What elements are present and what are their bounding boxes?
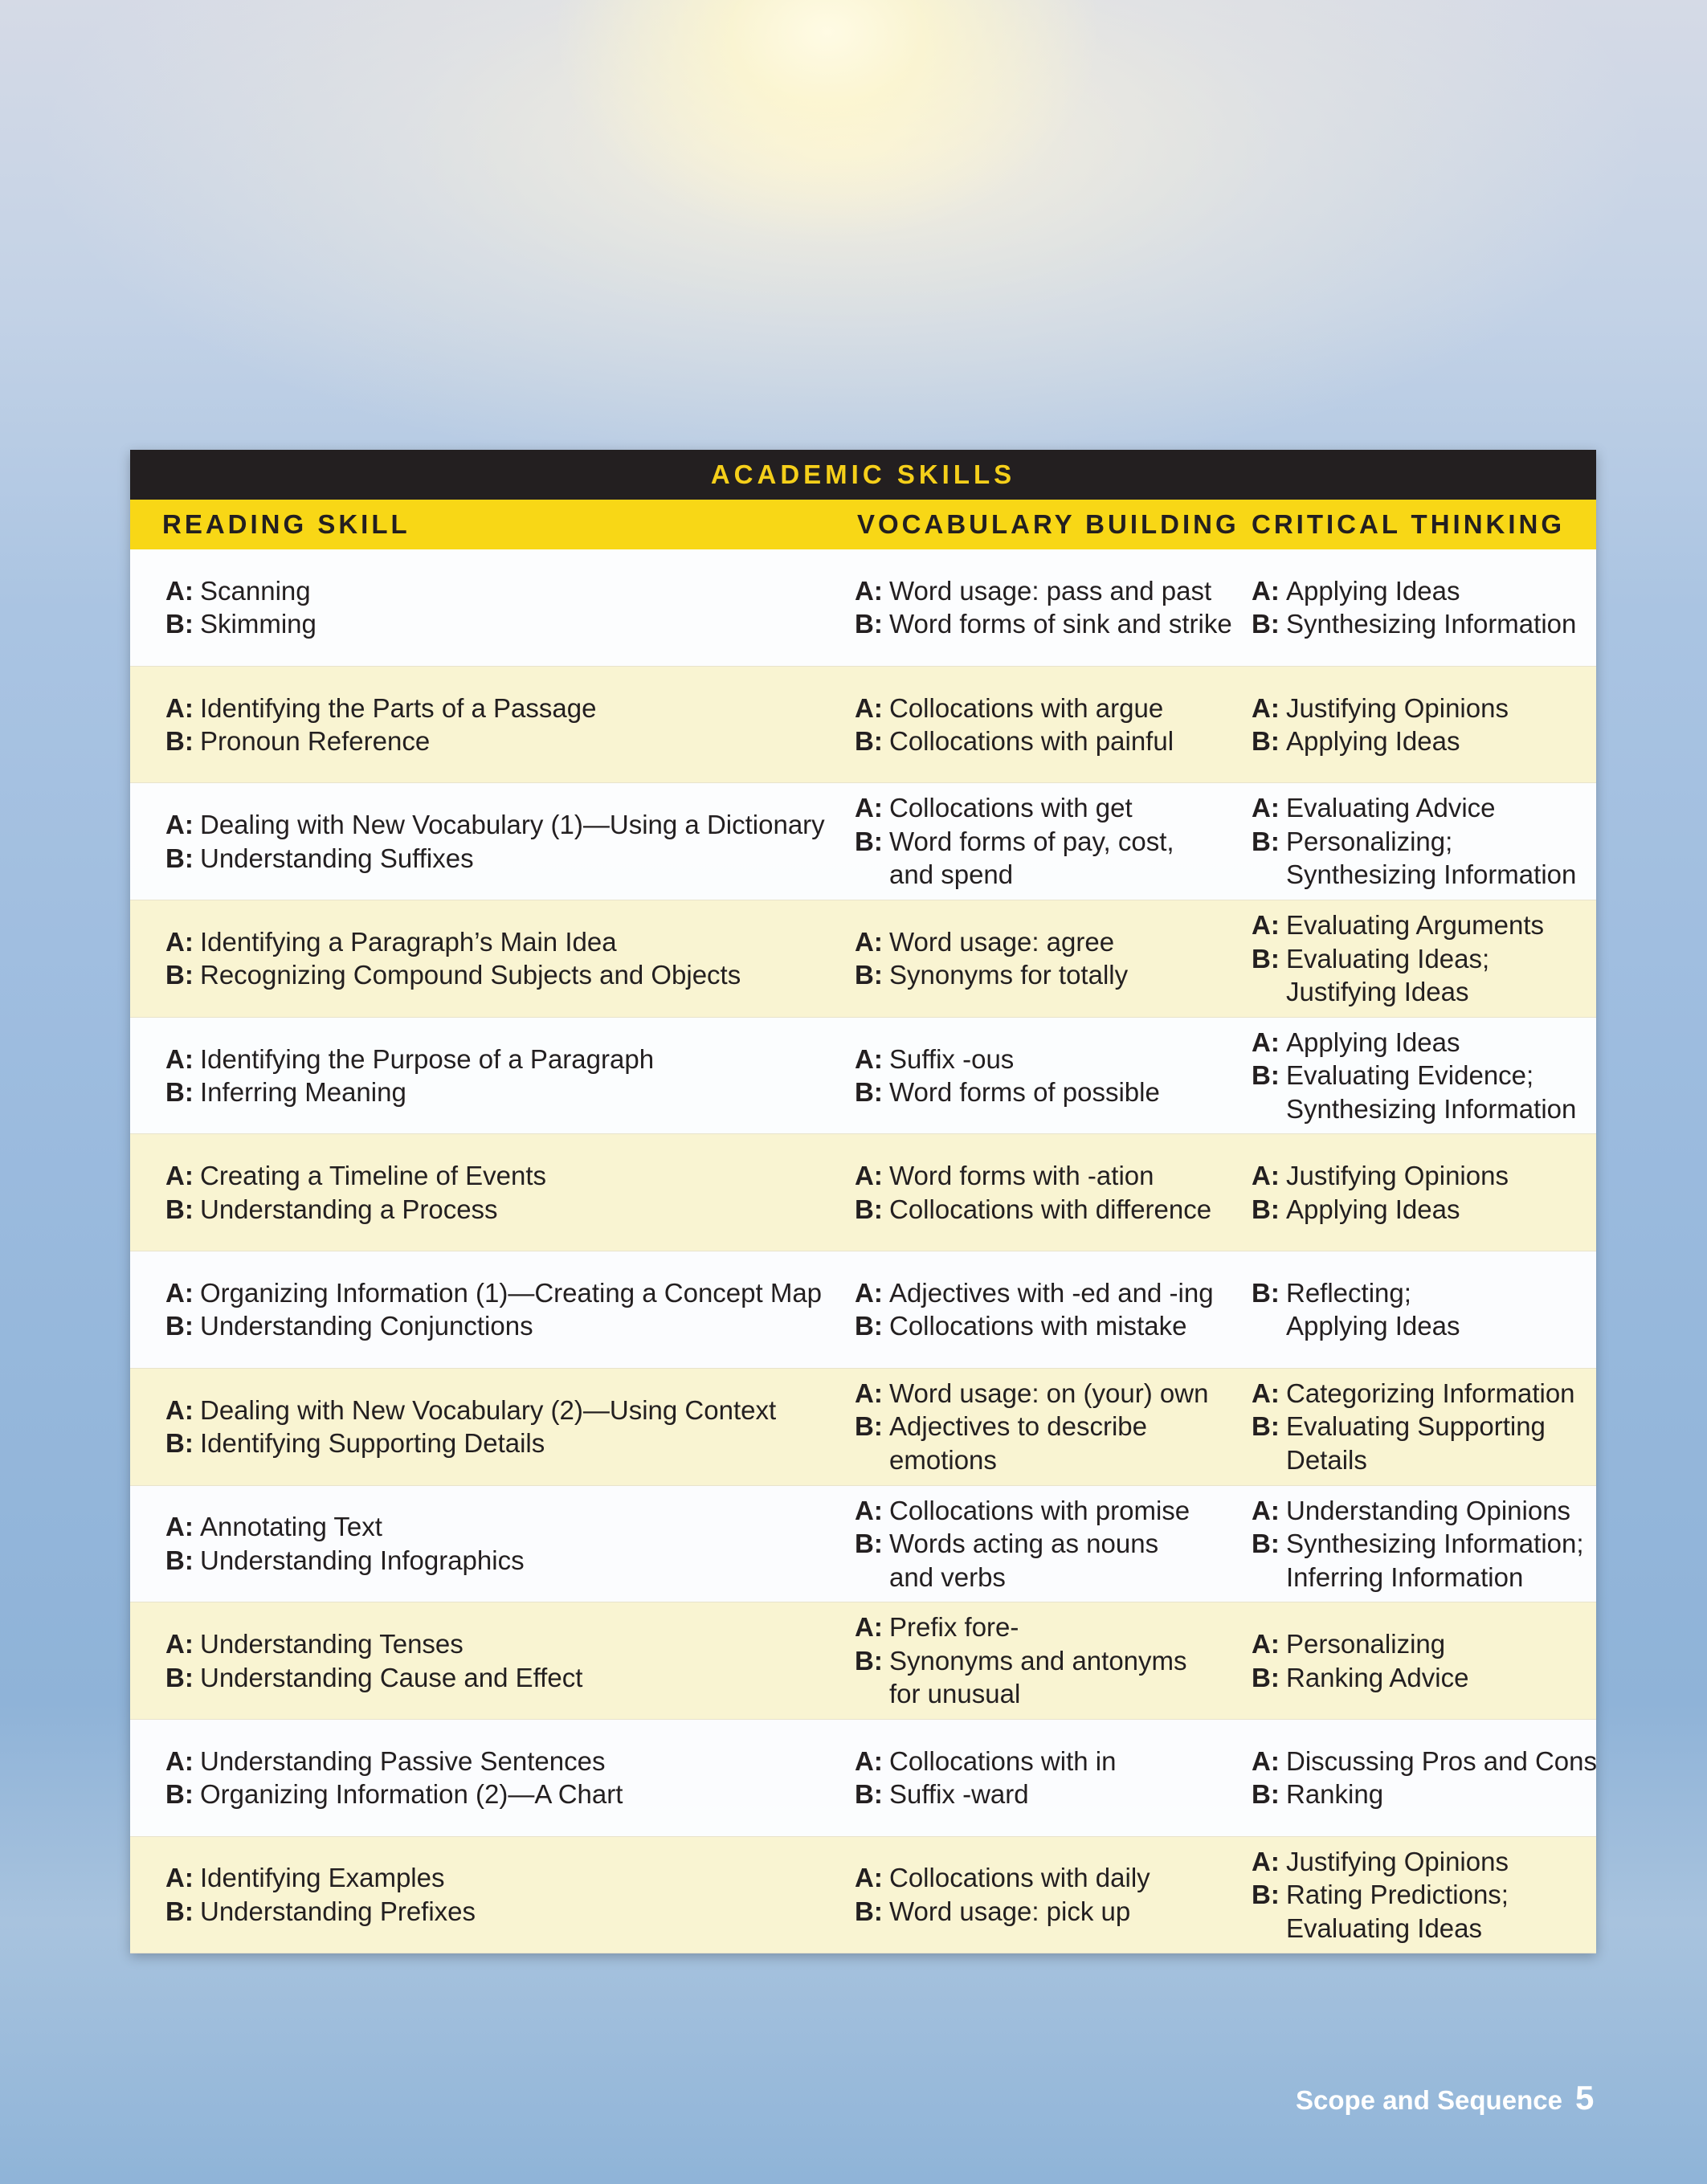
part-label: B: xyxy=(855,1077,883,1108)
skill-text: Rating Predictions; xyxy=(1286,1880,1509,1910)
part-label: B: xyxy=(1252,1411,1280,1442)
skill-text: Evaluating Advice xyxy=(1286,793,1496,823)
page-number: 5 xyxy=(1574,2079,1595,2117)
table-row xyxy=(130,1602,1596,1720)
skill-text: Understanding Prefixes xyxy=(200,1896,476,1926)
part-label: A: xyxy=(855,793,883,823)
part-label: A: xyxy=(1252,1846,1280,1876)
skill-line xyxy=(1252,858,1589,892)
skill-line xyxy=(1252,607,1589,641)
skill-text: Identifying Examples xyxy=(200,1863,445,1893)
part-label: B: xyxy=(855,1194,883,1224)
skill-text: Understanding Conjunctions xyxy=(200,1311,533,1341)
critical-thinking-cell xyxy=(1252,667,1589,783)
part-label: B: xyxy=(1252,1529,1280,1559)
skill-text: Collocations with in xyxy=(889,1745,1117,1776)
part-label: A: xyxy=(855,926,883,957)
skill-text: Organizing Information (1)—Creating a Concept Map xyxy=(200,1277,823,1308)
skill-text: Personalizing; xyxy=(1286,826,1453,856)
table-row xyxy=(130,1018,1596,1135)
part-label: B: xyxy=(1252,1662,1280,1692)
skill-text: Understanding Opinions xyxy=(1286,1495,1571,1525)
skill-text-continued: emotions xyxy=(889,1444,997,1475)
skill-line xyxy=(165,1159,840,1193)
reading-skill-cell xyxy=(165,1486,840,1602)
skill-text: Annotating Text xyxy=(200,1512,382,1542)
skill-line xyxy=(165,1309,840,1343)
skill-text: Synthesizing Information; xyxy=(1286,1529,1584,1559)
skill-text: Collocations with mistake xyxy=(889,1311,1187,1341)
column-header-critical-thinking: CRITICAL THINKING xyxy=(1252,509,1566,539)
skill-line xyxy=(1252,1878,1589,1912)
footer-label: Scope and Sequence xyxy=(1296,2085,1562,2115)
skill-line xyxy=(855,1561,1240,1594)
table-row xyxy=(130,1251,1596,1369)
vocabulary-cell xyxy=(855,1486,1240,1602)
skill-line xyxy=(1252,1276,1589,1310)
skill-text: Justifying Opinions xyxy=(1286,1846,1509,1876)
skill-text: Synonyms for totally xyxy=(889,960,1129,990)
part-label: A: xyxy=(1252,1027,1280,1057)
critical-thinking-cell xyxy=(1252,1602,1589,1719)
skill-line xyxy=(1252,825,1589,859)
skill-text: Word usage: pass and past xyxy=(889,575,1212,606)
part-label: B: xyxy=(165,609,194,639)
skill-line xyxy=(855,1309,1240,1343)
skill-text: Creating a Timeline of Events xyxy=(200,1161,547,1191)
critical-thinking-cell xyxy=(1252,1251,1589,1368)
part-label: B: xyxy=(165,1428,194,1459)
skill-line xyxy=(1252,1377,1589,1410)
part-label: A: xyxy=(1252,575,1280,606)
critical-thinking-cell xyxy=(1252,1486,1589,1602)
skill-line xyxy=(165,1076,840,1109)
part-label: A: xyxy=(165,1512,194,1542)
table-row xyxy=(130,1369,1596,1486)
skill-text-continued: Inferring Information xyxy=(1286,1561,1524,1592)
skill-line xyxy=(1252,1494,1589,1528)
vocabulary-cell xyxy=(855,1369,1240,1485)
skill-text-continued: for unusual xyxy=(889,1679,1021,1709)
part-label: B: xyxy=(165,726,194,757)
part-label: B: xyxy=(855,960,883,990)
vocabulary-cell xyxy=(855,1720,1240,1836)
skill-line xyxy=(165,1193,840,1227)
skill-text: Evaluating Ideas; xyxy=(1286,943,1490,974)
skill-text-continued: and verbs xyxy=(889,1561,1006,1592)
skill-line xyxy=(855,1276,1240,1310)
skill-text: Adjectives to describe xyxy=(889,1411,1147,1442)
vocabulary-cell xyxy=(855,900,1240,1017)
skill-line xyxy=(855,725,1240,758)
part-label: B: xyxy=(165,1077,194,1108)
skill-line xyxy=(165,958,840,992)
skill-text: Understanding Passive Sentences xyxy=(200,1745,606,1776)
skill-text: Collocations with get xyxy=(889,793,1133,823)
skill-text: Ranking xyxy=(1286,1779,1384,1810)
skill-line xyxy=(855,692,1240,725)
skill-line xyxy=(855,1043,1240,1076)
table-row xyxy=(130,1837,1596,1954)
skill-text-continued: and spend xyxy=(889,859,1014,890)
vocabulary-cell xyxy=(855,1134,1240,1251)
skill-line xyxy=(165,1627,840,1661)
part-label: B: xyxy=(855,1645,883,1676)
skill-text: Scanning xyxy=(200,575,311,606)
skill-text: Justifying Opinions xyxy=(1286,1161,1509,1191)
skill-line xyxy=(1252,1443,1589,1477)
part-label: B: xyxy=(165,960,194,990)
critical-thinking-cell xyxy=(1252,900,1589,1017)
skill-line xyxy=(855,925,1240,959)
skill-line xyxy=(855,1443,1240,1477)
skill-line xyxy=(165,1544,840,1578)
critical-thinking-cell xyxy=(1252,1720,1598,1836)
critical-thinking-cell xyxy=(1252,1837,1589,1953)
part-label: B: xyxy=(855,826,883,856)
skill-text: Collocations with daily xyxy=(889,1863,1150,1893)
skill-text: Understanding Cause and Effect xyxy=(200,1662,583,1692)
part-label: B: xyxy=(855,609,883,639)
part-label: B: xyxy=(1252,826,1280,856)
skill-line xyxy=(855,1159,1240,1193)
skill-line xyxy=(855,791,1240,825)
table-row xyxy=(130,1134,1596,1251)
part-label: A: xyxy=(165,1745,194,1776)
part-label: A: xyxy=(855,1043,883,1074)
skill-text: Suffix -ward xyxy=(889,1779,1029,1810)
skill-text: Identifying the Parts of a Passage xyxy=(200,692,597,723)
skill-text: Discussing Pros and Cons xyxy=(1286,1745,1598,1776)
part-label: A: xyxy=(855,692,883,723)
skill-line xyxy=(1252,1561,1589,1594)
skill-text: Evaluating Evidence; xyxy=(1286,1060,1534,1091)
part-label: A: xyxy=(855,575,883,606)
skill-line xyxy=(165,1427,840,1460)
skill-line xyxy=(1252,574,1589,608)
part-label: B: xyxy=(1252,1277,1280,1308)
skill-line xyxy=(855,1677,1240,1711)
skill-text: Word forms with -ation xyxy=(889,1161,1154,1191)
skill-text: Prefix fore- xyxy=(889,1612,1019,1643)
skill-line xyxy=(1252,1059,1589,1092)
skill-line xyxy=(165,842,840,876)
part-label: A: xyxy=(165,1394,194,1425)
skill-text: Understanding a Process xyxy=(200,1194,498,1224)
skill-line xyxy=(855,1895,1240,1929)
part-label: B: xyxy=(1252,1194,1280,1224)
skill-text: Dealing with New Vocabulary (2)—Using Context xyxy=(200,1394,777,1425)
skill-line xyxy=(1252,1092,1589,1126)
skill-line xyxy=(1252,1026,1589,1059)
skill-line xyxy=(165,692,840,725)
table-title: ACADEMIC SKILLS xyxy=(710,459,1016,489)
skill-text: Suffix -ous xyxy=(889,1043,1015,1074)
skill-line xyxy=(855,1745,1240,1778)
skill-text: Skimming xyxy=(200,609,316,639)
skill-text: Word usage: on (your) own xyxy=(889,1378,1209,1408)
skill-text: Synthesizing Information xyxy=(1286,609,1577,639)
skill-text: Adjectives with -ed and -ing xyxy=(889,1277,1214,1308)
skill-line xyxy=(1252,1193,1589,1227)
table-row xyxy=(130,783,1596,900)
skill-text-continued: Applying Ideas xyxy=(1286,1311,1460,1341)
part-label: A: xyxy=(165,1629,194,1659)
skill-text: Inferring Meaning xyxy=(200,1077,406,1108)
skill-line xyxy=(855,1410,1240,1443)
table-row xyxy=(130,1486,1596,1603)
skill-line xyxy=(165,925,840,959)
part-label: A: xyxy=(855,1745,883,1776)
skill-line xyxy=(855,1778,1240,1811)
skill-text: Evaluating Arguments xyxy=(1286,910,1545,941)
skill-line xyxy=(165,1745,840,1778)
skill-text: Collocations with promise xyxy=(889,1495,1190,1525)
part-label: A: xyxy=(855,1161,883,1191)
part-label: A: xyxy=(1252,1378,1280,1408)
part-label: A: xyxy=(165,575,194,606)
part-label: B: xyxy=(165,1662,194,1692)
part-label: A: xyxy=(855,1378,883,1408)
skill-line xyxy=(165,1895,840,1929)
skill-text: Understanding Suffixes xyxy=(200,843,474,873)
part-label: B: xyxy=(1252,1060,1280,1091)
reading-skill-cell xyxy=(165,667,840,783)
vocabulary-cell xyxy=(855,1602,1240,1719)
part-label: A: xyxy=(1252,910,1280,941)
skill-line xyxy=(1252,1845,1589,1879)
part-label: A: xyxy=(855,1863,883,1893)
part-label: B: xyxy=(1252,609,1280,639)
reading-skill-cell xyxy=(165,900,840,1017)
part-label: B: xyxy=(1252,726,1280,757)
part-label: B: xyxy=(165,1194,194,1224)
skill-line xyxy=(165,607,840,641)
skill-line xyxy=(1252,692,1589,725)
skill-line xyxy=(1252,908,1589,942)
skill-text: Personalizing xyxy=(1286,1629,1446,1659)
part-label: A: xyxy=(1252,692,1280,723)
column-header-bar xyxy=(130,500,1596,549)
skill-line xyxy=(855,1527,1240,1561)
table-row xyxy=(130,667,1596,784)
skill-line xyxy=(165,1861,840,1895)
skill-line xyxy=(1252,1778,1589,1811)
part-label: A: xyxy=(165,692,194,723)
part-label: A: xyxy=(165,1863,194,1893)
part-label: A: xyxy=(855,1495,883,1525)
skill-text: Word usage: agree xyxy=(889,926,1115,957)
skill-text-continued: Synthesizing Information xyxy=(1286,1093,1577,1124)
skill-text: Applying Ideas xyxy=(1286,726,1460,757)
part-label: A: xyxy=(1252,1629,1280,1659)
skill-line xyxy=(165,1778,840,1811)
reading-skill-cell xyxy=(165,1018,840,1134)
critical-thinking-cell xyxy=(1252,1369,1589,1485)
skill-line xyxy=(1252,1627,1589,1661)
vocabulary-cell xyxy=(855,1251,1240,1368)
table-row xyxy=(130,900,1596,1018)
part-label: A: xyxy=(855,1277,883,1308)
skill-line xyxy=(855,1644,1240,1678)
part-label: B: xyxy=(165,1311,194,1341)
skill-line xyxy=(855,958,1240,992)
skill-text: Word usage: pick up xyxy=(889,1896,1131,1926)
skill-line xyxy=(855,1076,1240,1109)
skill-text: Identifying a Paragraph’s Main Idea xyxy=(200,926,617,957)
reading-skill-cell xyxy=(165,1602,840,1719)
skill-text: Justifying Opinions xyxy=(1286,692,1509,723)
part-label: B: xyxy=(855,1896,883,1926)
skill-text: Word forms of pay, cost, xyxy=(889,826,1174,856)
skill-text: Word forms of possible xyxy=(889,1077,1160,1108)
part-label: B: xyxy=(855,1529,883,1559)
skill-line xyxy=(165,808,840,842)
part-label: B: xyxy=(855,1779,883,1810)
skill-text: Identifying Supporting Details xyxy=(200,1428,545,1459)
skill-line xyxy=(855,1861,1240,1895)
part-label: A: xyxy=(855,1612,883,1643)
part-label: B: xyxy=(855,1311,883,1341)
part-label: B: xyxy=(165,1896,194,1926)
column-header-reading-skill: READING SKILL xyxy=(162,509,410,539)
skill-line xyxy=(1252,1912,1589,1945)
table-row xyxy=(130,549,1596,667)
part-label: B: xyxy=(165,1779,194,1810)
part-label: A: xyxy=(1252,1745,1280,1776)
skill-line xyxy=(855,1193,1240,1227)
skill-line xyxy=(165,1276,840,1310)
skill-line xyxy=(855,574,1240,608)
skill-line xyxy=(1252,942,1589,976)
part-label: A: xyxy=(165,1277,194,1308)
skill-text: Collocations with argue xyxy=(889,692,1164,723)
skill-line xyxy=(165,1510,840,1544)
part-label: B: xyxy=(1252,1880,1280,1910)
skill-line xyxy=(1252,1527,1589,1561)
skill-line xyxy=(1252,975,1589,1009)
skill-text: Dealing with New Vocabulary (1)—Using a Dictionary xyxy=(200,810,825,840)
reading-skill-cell xyxy=(165,1369,840,1485)
skill-line xyxy=(855,825,1240,859)
academic-skills-table xyxy=(130,450,1596,1953)
skill-line xyxy=(165,725,840,758)
skill-text: Pronoun Reference xyxy=(200,726,431,757)
part-label: B: xyxy=(1252,1779,1280,1810)
skill-line xyxy=(1252,1410,1589,1443)
critical-thinking-cell xyxy=(1252,549,1589,666)
skill-line xyxy=(855,858,1240,892)
skill-text: Identifying the Purpose of a Paragraph xyxy=(200,1043,655,1074)
table-title-bar xyxy=(130,450,1596,500)
skill-text: Collocations with painful xyxy=(889,726,1174,757)
skill-line xyxy=(165,1394,840,1427)
skill-text: Reflecting; xyxy=(1286,1277,1411,1308)
part-label: A: xyxy=(165,926,194,957)
table-row xyxy=(130,1720,1596,1837)
reading-skill-cell xyxy=(165,549,840,666)
skill-text: Understanding Tenses xyxy=(200,1629,464,1659)
vocabulary-cell xyxy=(855,783,1240,900)
skill-line xyxy=(855,1377,1240,1410)
reading-skill-cell xyxy=(165,1251,840,1368)
skill-line xyxy=(1252,725,1589,758)
skill-text: Categorizing Information xyxy=(1286,1378,1575,1408)
reading-skill-cell xyxy=(165,1837,840,1953)
skill-text: Synonyms and antonyms xyxy=(889,1645,1187,1676)
part-label: A: xyxy=(165,810,194,840)
vocabulary-cell xyxy=(855,1018,1240,1134)
skill-line xyxy=(165,1043,840,1076)
skill-text-continued: Details xyxy=(1286,1444,1367,1475)
part-label: A: xyxy=(1252,793,1280,823)
part-label: B: xyxy=(855,1411,883,1442)
skill-line xyxy=(855,607,1240,641)
part-label: B: xyxy=(165,1545,194,1575)
critical-thinking-cell xyxy=(1252,783,1589,900)
critical-thinking-cell xyxy=(1252,1018,1589,1134)
skill-text: Ranking Advice xyxy=(1286,1662,1469,1692)
skill-text: Applying Ideas xyxy=(1286,575,1460,606)
skill-text: Applying Ideas xyxy=(1286,1194,1460,1224)
part-label: A: xyxy=(1252,1161,1280,1191)
skill-text: Collocations with difference xyxy=(889,1194,1212,1224)
skill-text-continued: Justifying Ideas xyxy=(1286,977,1469,1007)
skill-line xyxy=(1252,791,1589,825)
skill-line xyxy=(1252,1159,1589,1193)
column-header-vocabulary-building: VOCABULARY BUILDING xyxy=(857,509,1239,539)
skill-line xyxy=(855,1494,1240,1528)
skill-text: Applying Ideas xyxy=(1286,1027,1460,1057)
part-label: B: xyxy=(165,843,194,873)
part-label: A: xyxy=(165,1043,194,1074)
part-label: B: xyxy=(1252,943,1280,974)
skill-line xyxy=(1252,1661,1589,1695)
reading-skill-cell xyxy=(165,783,840,900)
vocabulary-cell xyxy=(855,1837,1240,1953)
skill-line xyxy=(1252,1745,1598,1778)
vocabulary-cell xyxy=(855,667,1240,783)
skill-text-continued: Synthesizing Information xyxy=(1286,859,1577,890)
skill-text: Recognizing Compound Subjects and Objects xyxy=(200,960,741,990)
skill-text: Evaluating Supporting xyxy=(1286,1411,1546,1442)
skill-line xyxy=(165,574,840,608)
skill-text-continued: Evaluating Ideas xyxy=(1286,1913,1483,1943)
part-label: A: xyxy=(1252,1495,1280,1525)
skill-line xyxy=(165,1661,840,1695)
skill-text: Words acting as nouns xyxy=(889,1529,1159,1559)
part-label: B: xyxy=(855,726,883,757)
vocabulary-cell xyxy=(855,549,1240,666)
reading-skill-cell xyxy=(165,1720,840,1836)
part-label: A: xyxy=(165,1161,194,1191)
skill-line xyxy=(1252,1309,1589,1343)
skill-text: Organizing Information (2)—A Chart xyxy=(200,1779,623,1810)
critical-thinking-cell xyxy=(1252,1134,1589,1251)
skill-text: Word forms of sink and strike xyxy=(889,609,1232,639)
reading-skill-cell xyxy=(165,1134,840,1251)
page-footer xyxy=(1296,2079,1594,2117)
skill-line xyxy=(855,1610,1240,1644)
table-body xyxy=(130,549,1596,1953)
skill-text: Understanding Infographics xyxy=(200,1545,525,1575)
